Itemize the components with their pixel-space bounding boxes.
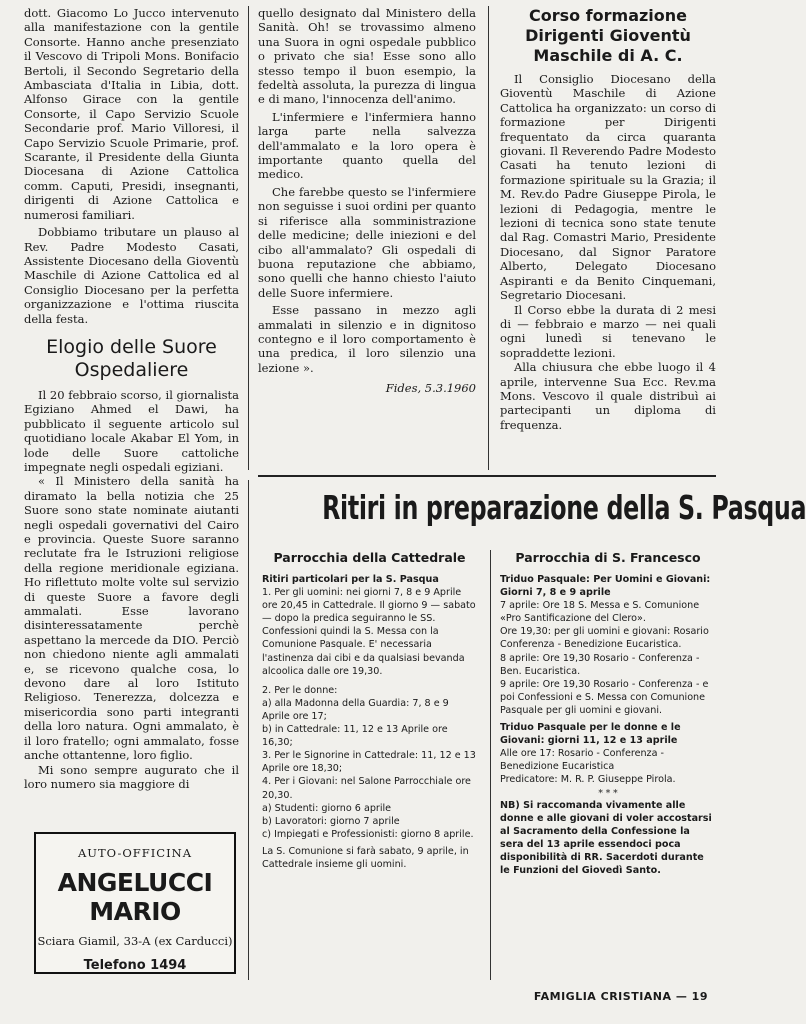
column-right	[500, 6, 716, 432]
column-divider	[248, 6, 249, 470]
section-francesco	[500, 550, 716, 877]
schedule-line: c) Impiegati e Professionisti: giorno 8 aprile.	[262, 828, 474, 840]
schedule-line: Ore 19,30: per gli uomini e giovani: Rosario Conferenza - Benedizione Eucaristica.	[500, 626, 709, 651]
column-middle	[258, 6, 476, 395]
schedule-line: 4. Per i Giovani: nel Salone Parrocchiale ore 20,30.	[262, 776, 471, 801]
schedule-line: 9 aprile: Ore 19,30 Rosario - Conferenza - e poi Confessioni e S. Messa con Comunione Pasquale per gli uomini e giovani.	[500, 678, 709, 716]
paragraph: « Il Ministero della sanità ha diramato la bella notizia che 25 Suore sono state nominate aiutanti negli ospedali governativi del Cairo e provincia. Queste Suore saranno reclutate fra le Istruzioni religiose della regione meridionale egiziana. Ho riflettuto molte volte sul servizio di queste Suore a favore degli ammalati. Esse lavorano disinteressatamente perchè aspettano la mercede da DIO. Perciò non chiedono niente agli ammalati e, se ricevono qualche cosa, lo devono dare al loro Istituto Religioso. Tenerezza, dolcezza e misericordia sono parti integranti della loro natura. Ogni ammalato, è il loro fratello; ogni ammalato, fosse anche ottantenne, loro figlio.	[24, 474, 239, 763]
paragraph: Dobbiamo tributare un plauso al Rev. Padre Modesto Casati, Assistente Diocesano della Gioventù Maschile di Azione Cattolica ed al Consiglio Diocesano per la perfetta organizzazione e l'ottima riuscita della festa.	[24, 225, 239, 326]
page-footer: FAMIGLIA CRISTIANA — 19	[533, 990, 708, 1003]
paragraph: L'infermiere e l'infermiera hanno larga parte nella salvezza dell'ammalato e la loro opera è importante quanto quella del medico.	[258, 109, 476, 182]
section-title: Parrocchia della Cattedrale	[273, 550, 466, 565]
section-rule	[258, 475, 716, 477]
schedule-line: b) Lavoratori: giorno 7 aprile	[262, 815, 400, 827]
schedule-line: a) alla Madonna della Guardia: 7, 8 e 9 Aprile ore 17;	[262, 697, 449, 722]
column-divider	[490, 550, 491, 980]
advertisement-box	[34, 832, 236, 974]
column-divider	[488, 6, 489, 470]
paragraph: Che farebbe questo se l'infermiere non seguisse i suoi ordini per quanto si riferisce alla somministrazione delle medicine; delle iniezioni e del cibo all'ammalato? Gli ospedali di buona reputazione che abbiamo, sono quelli che hanno chiesto l'aiuto delle Suore infermiere.	[258, 184, 476, 300]
paragraph: Alla chiusura che ebbe luogo il 4 aprile, intervenne Sua Ecc. Rev.ma Mons. Vescovo il quale distribuì ai partecipanti un diploma di frequenza.	[500, 360, 716, 432]
ad-name: ANGELUCCI MARIO	[57, 868, 213, 926]
section-subtitle: Ritiri particolari per la S. Pasqua	[262, 574, 439, 585]
banner-heading: Ritiri in preparazione della S. Pasqua	[322, 488, 806, 527]
article-heading-suore: Elogio delle Suore Ospedaliere	[46, 335, 217, 381]
section-cattedrale	[262, 550, 477, 871]
schedule-line: a) Studenti: giorno 6 aprile	[262, 802, 392, 814]
paragraph: Il 20 febbraio scorso, il giornalista Egiziano Ahmed el Dawi, ha pubblicato il seguente articolo sul quotidiano locale Akabar El Yom, in lode delle Suore cattoliche impegnate negli ospedali egiziani.	[24, 387, 239, 474]
schedule-line: La S. Comunione si farà sabato, 9 aprile, in Cattedrale insieme gli uomini.	[262, 845, 469, 870]
paragraph: Mi sono sempre augurato che il loro numero sia maggiore di	[24, 762, 239, 791]
schedule-line: 2. Per le donne:	[262, 684, 338, 696]
notice-paragraph: NB) Si raccomanda vivamente alle donne e alle giovani di voler accostarsi al Sacramento della Confessione la sera del 13 aprile essendoci poca disponibilità di RR. Sacerdoti durante le Funzioni del Giovedì Santo.	[500, 799, 712, 876]
schedule-line: 3. Per le Signorine in Cattedrale: 11, 12 e 13 Aprile ore 18,30;	[262, 750, 476, 775]
column-divider	[248, 480, 249, 980]
paragraph: Esse passano in mezzo agli ammalati in silenzio e in dignitoso contegno e il loro comportamento è una predica, il loro silenzio una lezione ».	[258, 303, 476, 375]
section-subtitle: Triduo Pasquale: Per Uomini e Giovani: Giorni 7, 8 e 9 aprile	[500, 574, 711, 599]
paragraph: dott. Giacomo Lo Jucco intervenuto alla manifestazione con la gentile Consorte. Hanno anche presenziato il Vescovo di Tripoli Mons. Bonifacio Bertoli, il Secondo Segretario della Ambasciata d'Italia in Libia, dott. Alfonso Girace con la gentile Consorte, il Capo Servizio Scuole Secondarie prof. Mario Villoresi, il Capo Servizio Scuole Primarie, prof. Scarante, il Presidente della Giunta Diocesana di Azione Cattolica comm. Caputi, Presidi, insegnanti, dirigenti di Azione Cattolica e numerosi familiari.	[24, 6, 239, 222]
schedule-line: Alle ore 17: Rosario - Conferenza - Benedizione Eucaristica	[500, 748, 664, 773]
column-left	[24, 6, 239, 791]
schedule-line: Predicatore: M. R. P. Giuseppe Pirola.	[500, 774, 676, 786]
schedule-line: b) in Cattedrale: 11, 12 e 13 Aprile ore 16,30;	[262, 724, 448, 749]
separator-stars: * * *	[598, 788, 618, 799]
paragraph: Il Corso ebbe la durata di 2 mesi di — febbraio e marzo — nei quali ogni lunedì si tenevano le sopraddette lezioni.	[500, 302, 716, 360]
article-heading-corso: Corso formazione Dirigenti Gioventù Maschile di A. C.	[525, 6, 691, 65]
schedule-line: 8 aprile: Ore 19,30 Rosario - Conferenza - Ben. Eucaristica.	[500, 652, 700, 677]
ad-address: Sciara Giamil, 33-A (ex Carducci)	[37, 934, 233, 948]
source-credit: Fides, 5.3.1960	[385, 381, 476, 396]
schedule-line: 7 aprile: Ore 18 S. Messa e S. Comunione «Pro Santificazione del Clero».	[500, 600, 700, 625]
section-subtitle: Triduo Pasquale per le donne e le Giovani: giorni 11, 12 e 13 aprile	[500, 722, 681, 747]
paragraph: Il Consiglio Diocesano della Gioventù Maschile di Azione Cattolica ha organizzato: un corso di formazione per Dirigenti frequentato da circa quaranta giovani. Il Reverendo Padre Modesto Casati ha tenuto lezioni di formazione spirituale su la Grazia; il M. Rev.do Padre Giuseppe Pirola, le lezioni di Pedagogia, mentre le lezioni di tecnica sono state tenute dal Rag. Comastri Mario, Presidente Diocesano, dal Signor Paratore Alberto, Delegato Diocesano Aspiranti e da Benito Cinquemani, Segretario Diocesani.	[500, 72, 716, 303]
paragraph: quello designato dal Ministero della Sanità. Oh! se trovassimo almeno una Suora in ogni ospedale pubblico o privato che sia! Esse sono allo stesso tempo il buon esempio, la fedeltà assoluta, la purezza di lingua e di mano, l'innocenza dell'animo.	[258, 6, 476, 107]
ad-phone: Telefono 1494	[83, 958, 187, 973]
schedule-line: 1. Per gli uomini: nei giorni 7, 8 e 9 Aprile ore 20,45 in Cattedrale. Il giorno 9 — sabato — dopo la predica seguiranno le SS. Confessioni quindi la S. Messa con la Comunione Pasquale. E' necessaria l'astinenza dai cibi e da qualsiasi bevanda alcoolica dalle ore 19,30.	[262, 587, 476, 677]
ad-line: AUTO-OFFICINA	[77, 846, 193, 860]
section-title: Parrocchia di S. Francesco	[515, 550, 701, 565]
